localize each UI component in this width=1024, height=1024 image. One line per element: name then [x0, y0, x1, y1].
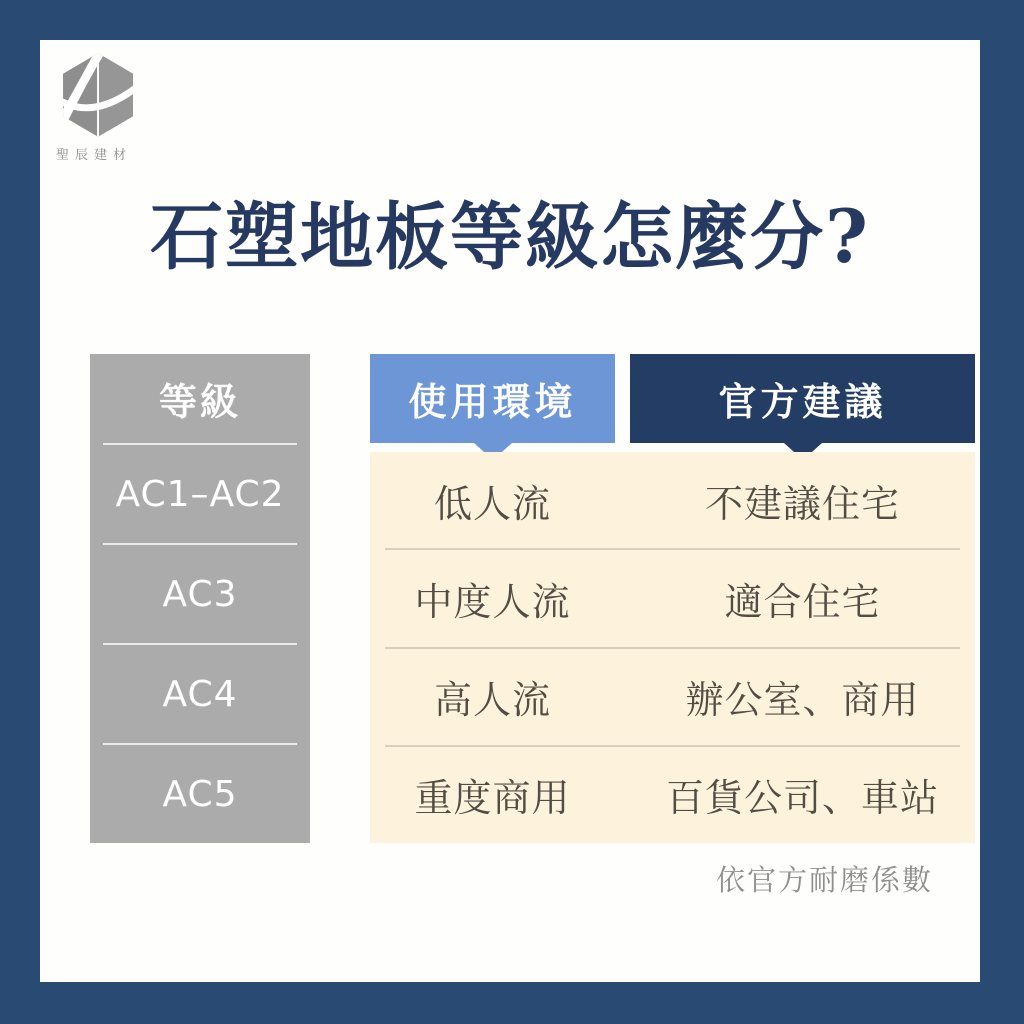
- grade-cell-ac1-ac2: AC1–AC2: [115, 473, 285, 515]
- table-row: [370, 747, 975, 843]
- environment-column-header: [370, 354, 615, 443]
- recommendation-column-header: [630, 354, 975, 443]
- recommendation-cell: 適合住宅: [724, 579, 881, 624]
- table-body: [370, 452, 975, 843]
- table-row: [370, 452, 975, 548]
- grade-cell-ac4: AC4: [162, 673, 238, 715]
- grade-cell-ac3: AC3: [162, 573, 238, 615]
- environment-cell: 重度商用: [414, 776, 571, 821]
- content-canvas: [40, 40, 980, 982]
- environment-cell: 低人流: [433, 481, 551, 526]
- brand-logo: [56, 53, 176, 163]
- grade-column-header: 等級: [158, 380, 241, 424]
- environment-cell: 高人流: [433, 678, 551, 723]
- grade-cell-ac5: AC5: [162, 773, 238, 815]
- footnote: 依官方耐磨係數: [715, 863, 933, 897]
- recommendation-cell: 辦公室、商用: [685, 678, 920, 723]
- table-row: [370, 550, 975, 646]
- grade-table: [90, 354, 939, 843]
- environment-header-label: 使用環境: [408, 380, 577, 424]
- brand-name: 聖辰建材: [56, 148, 133, 163]
- recommendation-cell: 不建議住宅: [704, 481, 900, 526]
- page-title: 石塑地板等級怎麼分?: [150, 194, 870, 280]
- recommendation-cell: 百貨公司、車站: [665, 776, 939, 821]
- grade-column: [90, 354, 310, 843]
- hexagon-logo-icon: [60, 53, 136, 137]
- recommendation-header-label: 官方建議: [718, 380, 887, 424]
- environment-cell: 中度人流: [414, 579, 571, 624]
- table-row: [370, 649, 975, 745]
